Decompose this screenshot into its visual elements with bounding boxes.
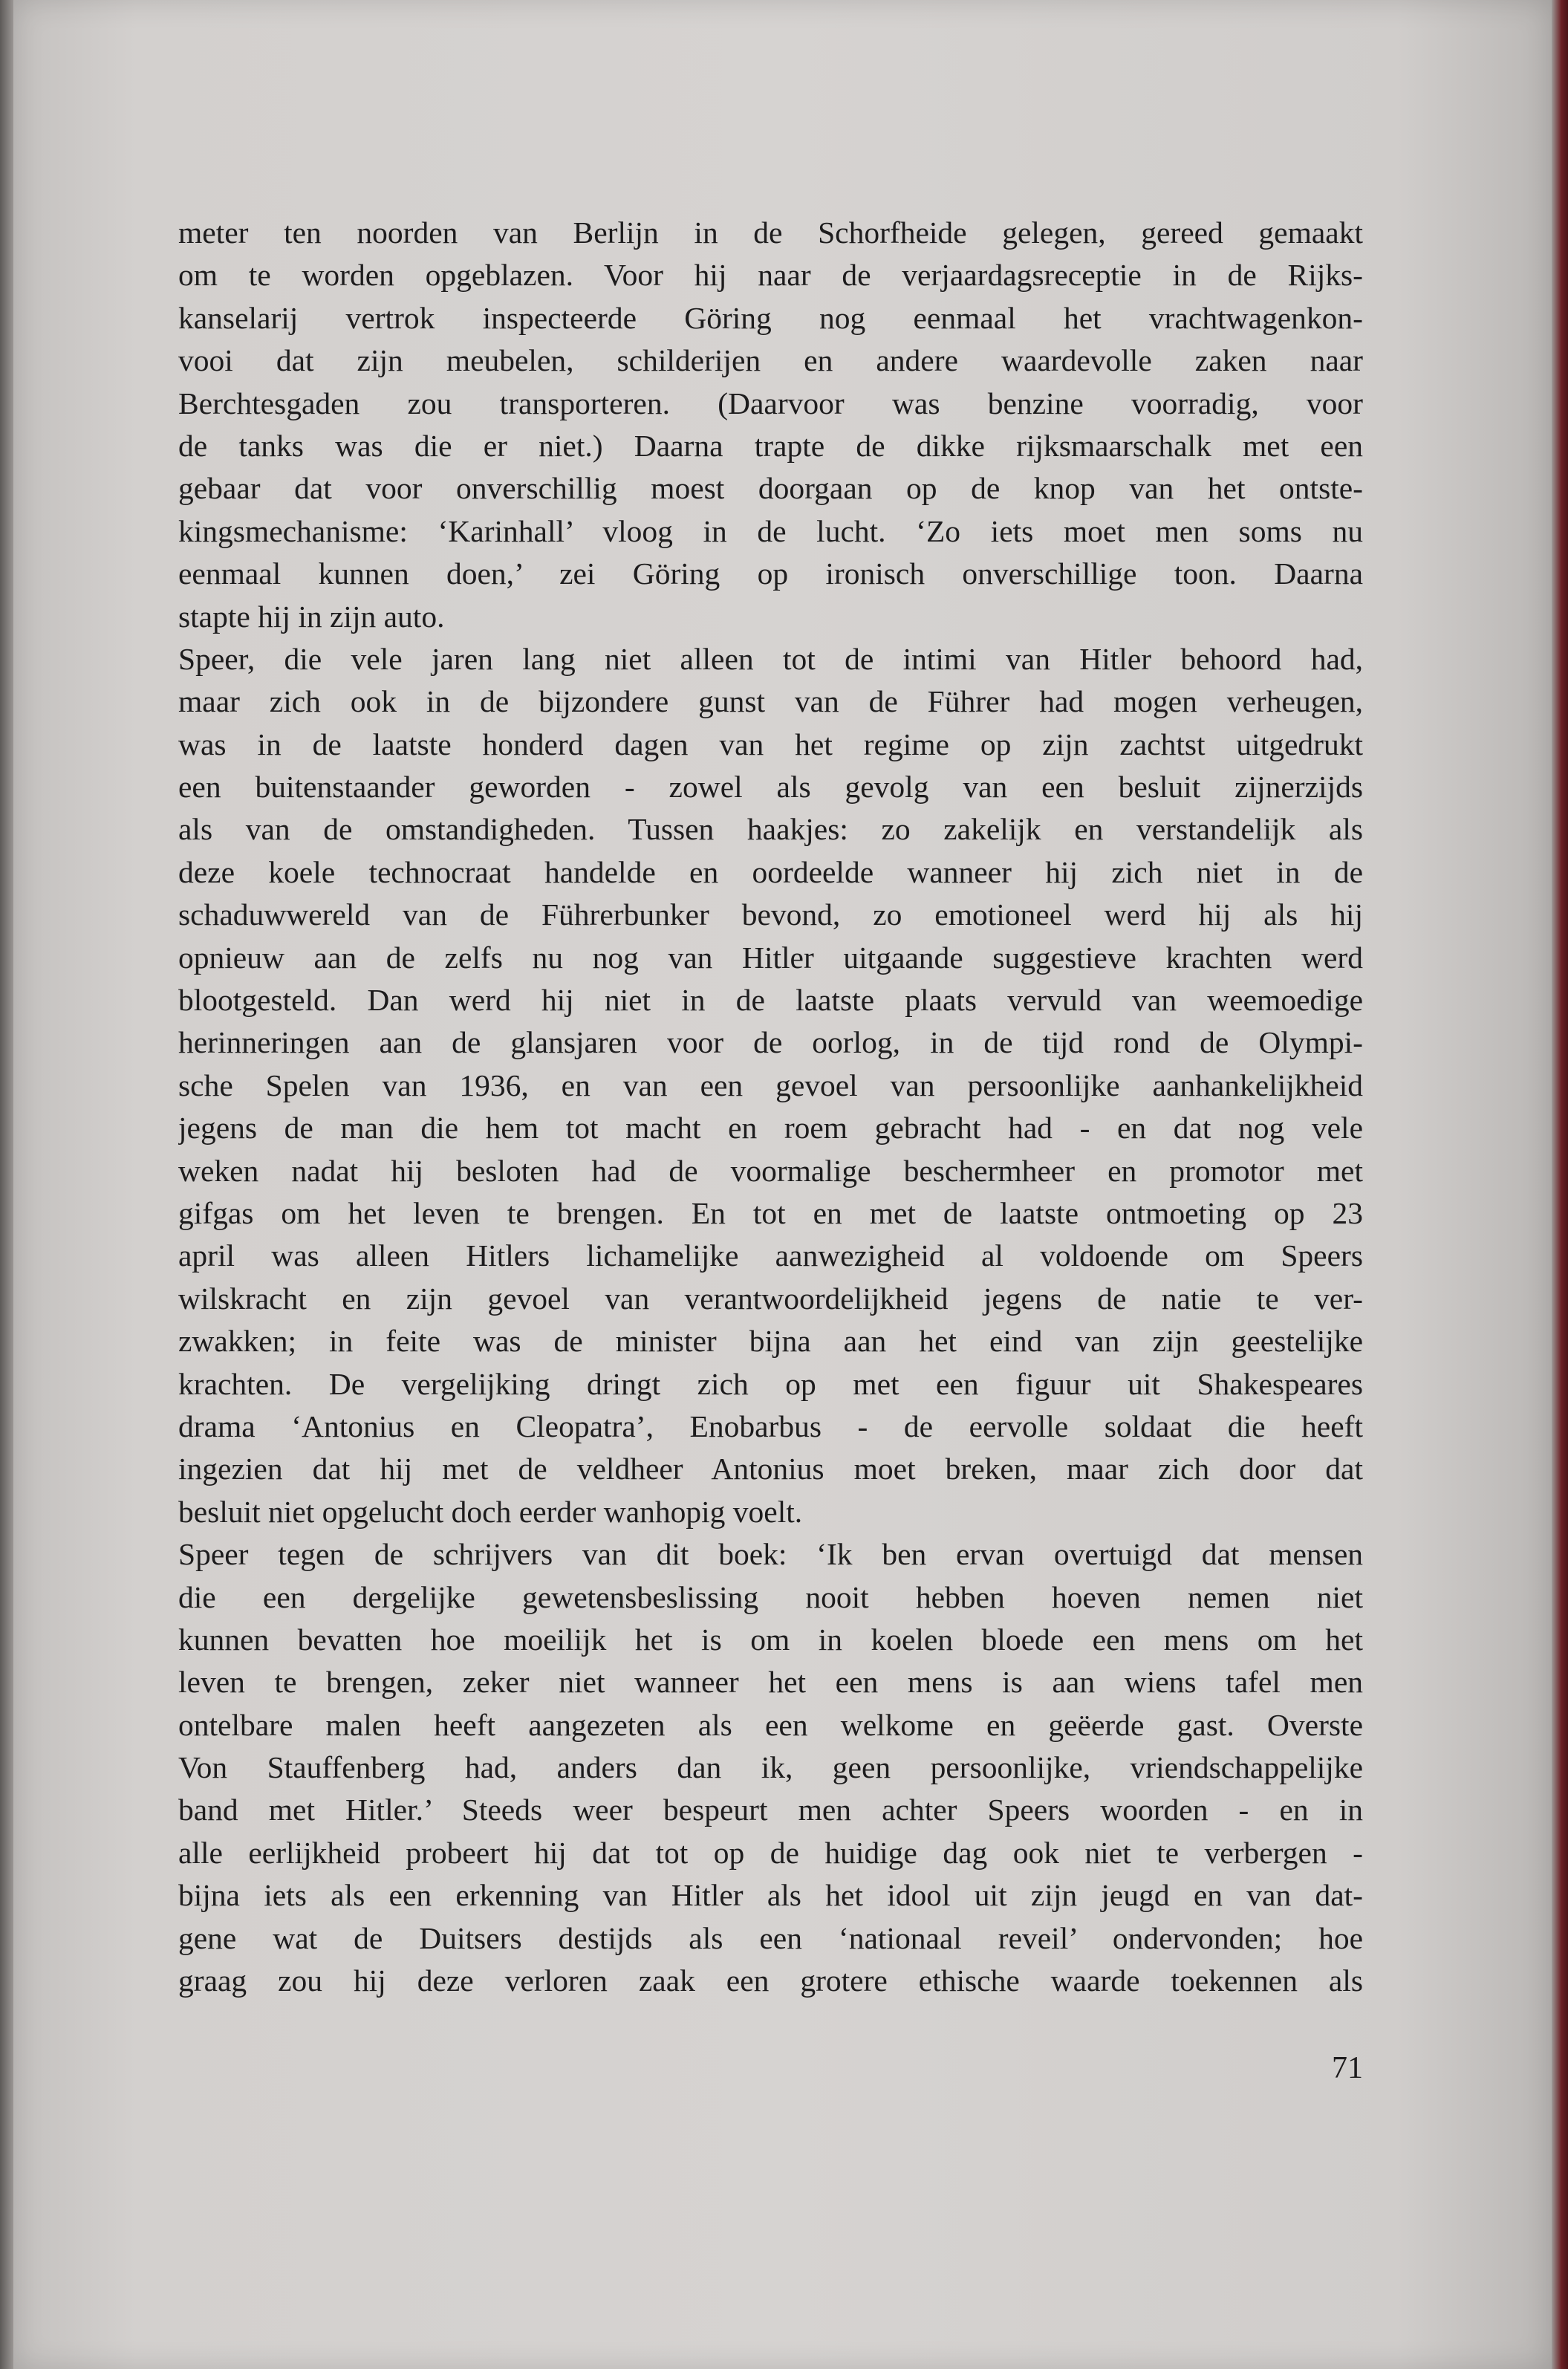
- text-line: stapte hij in zijn auto.: [178, 599, 445, 634]
- page-number: 71: [1332, 2051, 1363, 2085]
- text-line: als van de omstandigheden. Tussen haakjes: zo zakelijk en verstandelijk als: [178, 812, 1363, 847]
- text-line: kunnen bevatten hoe moeilijk het is om in koelen bloede een mens om het: [178, 1622, 1363, 1657]
- text-line: gifgas om het leven te brengen. En tot en met de laatste ontmoeting op 23: [178, 1195, 1363, 1230]
- text-line: Speer tegen de schrijvers van dit boek: ‘Ik ben ervan overtuigd dat mensen: [178, 1537, 1363, 1572]
- text-line: die een dergelijke gewetensbeslissing nooit hebben hoeven nemen niet: [178, 1579, 1363, 1614]
- text-line: deze koele technocraat handelde en oordeelde wanneer hij zich niet in de: [178, 854, 1363, 889]
- book-cover-edge: [1552, 0, 1568, 2369]
- text-line: april was alleen Hitlers lichamelijke aanwezigheid al voldoende om Speers: [178, 1238, 1363, 1273]
- text-line: besluit niet opgelucht doch eerder wanhopig voelt.: [178, 1494, 803, 1529]
- text-line: bijna iets als een erkenning van Hitler als het idool uit zijn jeugd en van dat-: [178, 1878, 1363, 1913]
- body-text: [178, 212, 1363, 2002]
- text-line: de tanks was die er niet.) Daarna trapte de dikke rijksmaarschalk met een: [178, 428, 1363, 463]
- text-line: krachten. De vergelijking dringt zich op met een figuur uit Shakespeares: [178, 1366, 1363, 1401]
- text-line: drama ‘Antonius en Cleopatra’, Enobarbus - de eervolle soldaat die heeft: [178, 1408, 1363, 1443]
- text-line: leven te brengen, zeker niet wanneer het een mens is aan wiens tafel men: [178, 1665, 1363, 1700]
- text-line: om te worden opgeblazen. Voor hij naar de verjaardagsreceptie in de Rijks-: [178, 258, 1363, 293]
- text-line: wilskracht en zijn gevoel van verantwoordelijkheid jegens de natie te ver-: [178, 1281, 1363, 1316]
- text-line: opnieuw aan de zelfs nu nog van Hitler uitgaande suggestieve krachten werd: [178, 940, 1363, 975]
- text-line: sche Spelen van 1936, en van een gevoel van persoonlijke aanhankelijkheid: [178, 1067, 1363, 1102]
- text-line: blootgesteld. Dan werd hij niet in de laatste plaats vervuld van weemoedige: [178, 983, 1363, 1018]
- text-line: schaduwwereld van de Führerbunker bevond, zo emotioneel werd hij als hij: [178, 897, 1363, 932]
- text-line: jegens de man die hem tot macht en roem gebracht had - en dat nog vele: [178, 1111, 1363, 1145]
- text-line: ingezien dat hij met de veldheer Antonius moet breken, maar zich door dat: [178, 1452, 1363, 1486]
- book-page: [13, 0, 1552, 2369]
- text-line: weken nadat hij besloten had de voormalige beschermheer en promotor met: [178, 1153, 1363, 1188]
- text-line: vooi dat zijn meubelen, schilderijen en andere waardevolle zaken naar: [178, 343, 1363, 378]
- text-line: meter ten noorden van Berlijn in de Schorfheide gelegen, gereed gemaakt: [178, 215, 1363, 250]
- text-line: Speer, die vele jaren lang niet alleen tot de intimi van Hitler behoord had,: [178, 641, 1363, 676]
- text-line: was in de laatste honderd dagen van het regime op zijn zachtst uitgedrukt: [178, 727, 1363, 761]
- text-line: gene wat de Duitsers destijds als een ‘nationaal reveil’ ondervonden; hoe: [178, 1920, 1363, 1955]
- text-line: gebaar dat voor onverschillig moest doorgaan op de knop van het ontste-: [178, 471, 1363, 506]
- text-line: Berchtesgaden zou transporteren. (Daarvoor was benzine voorradig, voor: [178, 386, 1363, 420]
- text-line: Von Stauffenberg had, anders dan ik, geen persoonlijke, vriendschappelijke: [178, 1750, 1363, 1785]
- book-spine-edge: [0, 0, 13, 2369]
- text-line: eenmaal kunnen doen,’ zei Göring op ironisch onverschillige toon. Daarna: [178, 556, 1363, 591]
- text-line: alle eerlijkheid probeert hij dat tot op de huidige dag ook niet te verbergen -: [178, 1835, 1363, 1870]
- text-line: een buitenstaander geworden - zowel als gevolg van een besluit zijnerzijds: [178, 770, 1363, 805]
- text-line: band met Hitler.’ Steeds weer bespeurt men achter Speers woorden - en in: [178, 1793, 1363, 1827]
- text-line: ontelbare malen heeft aangezeten als een welkome en geëerde gast. Overste: [178, 1707, 1363, 1742]
- text-line: kingsmechanisme: ‘Karinhall’ vloog in de lucht. ‘Zo iets moet men soms nu: [178, 513, 1363, 548]
- text-line: kanselarij vertrok inspecteerde Göring nog eenmaal het vrachtwagenkon-: [178, 300, 1363, 335]
- text-line: maar zich ook in de bijzondere gunst van de Führer had mogen verheugen,: [178, 684, 1363, 719]
- text-line: zwakken; in feite was de minister bijna aan het eind van zijn geestelijke: [178, 1324, 1363, 1359]
- text-line: herinneringen aan de glansjaren voor de oorlog, in de tijd rond de Olympi-: [178, 1025, 1363, 1060]
- text-line: graag zou hij deze verloren zaak een grotere ethische waarde toekennen als: [178, 1963, 1363, 1998]
